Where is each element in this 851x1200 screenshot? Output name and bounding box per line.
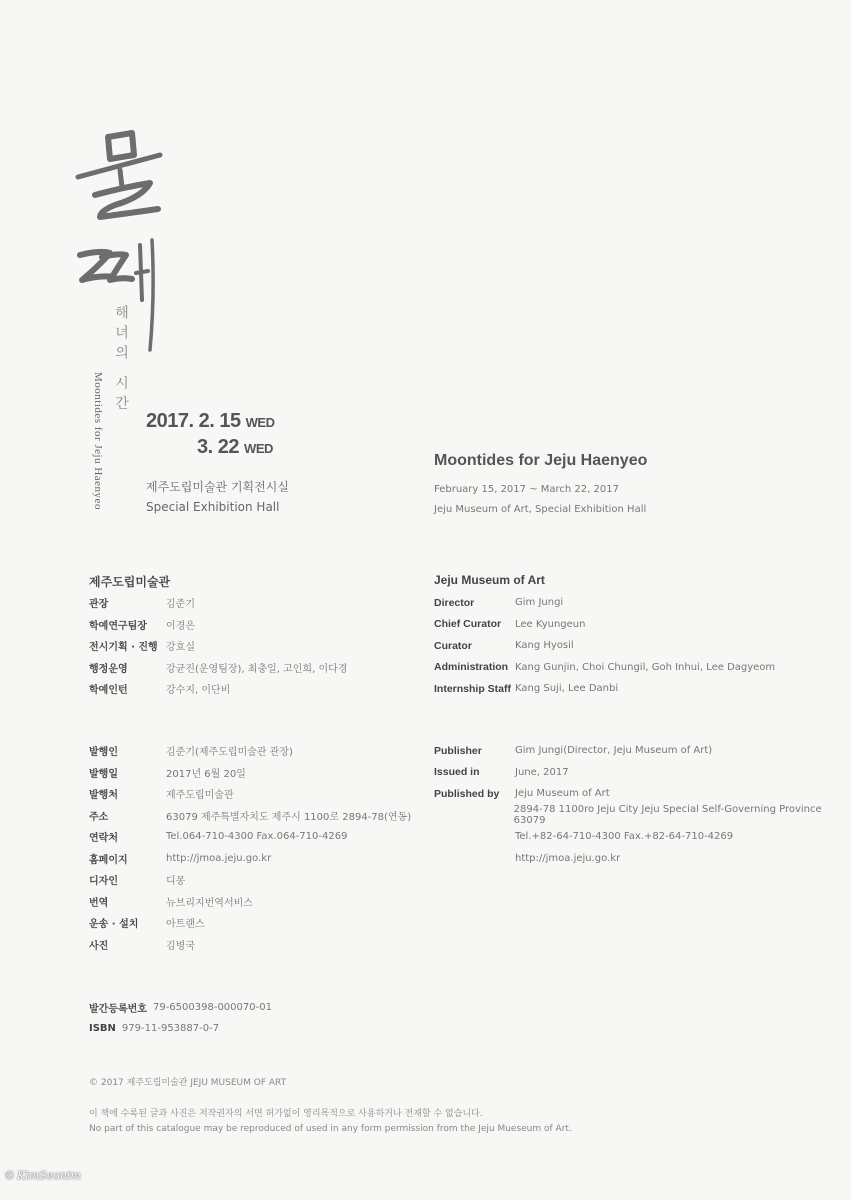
staff-en-row bbox=[434, 614, 775, 636]
staff-en-value: Lee Kyungeun bbox=[515, 618, 586, 630]
pub-kr-label: 운송 · 설치 bbox=[89, 919, 139, 931]
staff-kr-value: 김준기 bbox=[166, 599, 195, 611]
staff-kr-value: 강균진(운영팀장), 최충일, 고인희, 이다경 bbox=[166, 663, 348, 675]
staff-kr-value: 이경은 bbox=[166, 620, 195, 632]
end-day: WED bbox=[244, 441, 273, 456]
pub-en-row bbox=[434, 805, 851, 827]
pub-en-value: 2894-78 1100ro Jeju City Jeju Special Self-Governing Province 63079 bbox=[513, 804, 822, 827]
start-date-text: 2017. 2. 15 bbox=[146, 410, 241, 432]
staff-en-value: Kang Hyosil bbox=[515, 640, 574, 652]
pub-en-value: http://jmoa.jeju.go.kr bbox=[515, 852, 621, 864]
pub-kr-label: 발행일 bbox=[89, 768, 118, 780]
registration-number-row bbox=[89, 997, 272, 1018]
staff-kr-label: 학예인턴 bbox=[89, 685, 128, 697]
english-header bbox=[434, 452, 647, 520]
rights-notice bbox=[89, 1107, 572, 1137]
venue-korean: 제주도립미술관 기획전시실 bbox=[146, 480, 289, 494]
pub-kr-row bbox=[89, 826, 411, 848]
staff-kr-label: 학예연구팀장 bbox=[89, 620, 147, 632]
staff-kr-row bbox=[89, 635, 347, 657]
pub-kr-value: 디몽 bbox=[166, 876, 186, 888]
pub-kr-row bbox=[89, 891, 411, 913]
org-title-korean: 제주도립미술관 bbox=[89, 575, 171, 589]
staff-kr-row bbox=[89, 592, 347, 614]
isbn-value: 979-11-953887-0-7 bbox=[121, 1023, 220, 1034]
publication-info-korean bbox=[89, 740, 411, 955]
staff-en-value: Gim Jungi bbox=[515, 597, 564, 609]
staff-en-value: Kang Gunjin, Choi Chungil, Goh Inhui, Lee Dagyeom bbox=[515, 661, 776, 673]
pub-kr-label: 디자인 bbox=[89, 876, 118, 888]
pub-kr-row bbox=[89, 740, 411, 762]
staff-en-label: Administration bbox=[434, 661, 509, 674]
pub-kr-label: 연락처 bbox=[89, 833, 118, 845]
staff-kr-row bbox=[89, 657, 347, 679]
pub-kr-value: 김준기(제주도립미술관 관장) bbox=[166, 747, 293, 759]
isbn-row bbox=[89, 1018, 272, 1039]
staff-en-row bbox=[434, 592, 775, 614]
staff-en-label: Director bbox=[434, 596, 475, 609]
pub-kr-value: 제주도립미술관 bbox=[166, 790, 234, 802]
pub-en-row bbox=[434, 762, 851, 784]
staff-en-label: Chief Curator bbox=[434, 618, 502, 631]
pub-kr-label: 사진 bbox=[89, 940, 109, 952]
pub-en-label: Published by bbox=[434, 787, 500, 800]
start-date bbox=[146, 410, 275, 433]
pub-kr-label: 발행인 bbox=[89, 747, 118, 759]
pub-en-row bbox=[434, 783, 851, 805]
staff-kr-row bbox=[89, 678, 347, 700]
staff-kr-label: 행정운영 bbox=[89, 663, 128, 675]
staff-en-row bbox=[434, 635, 775, 657]
staff-kr-value: 강효실 bbox=[166, 642, 195, 654]
pub-kr-row bbox=[89, 805, 411, 827]
end-date-text: 3. 22 bbox=[197, 436, 239, 458]
pub-kr-row bbox=[89, 783, 411, 805]
staff-kr-label: 전시기획 · 진행 bbox=[89, 642, 158, 654]
pub-kr-row bbox=[89, 934, 411, 956]
pub-en-label: Issued in bbox=[434, 766, 480, 779]
pub-kr-row bbox=[89, 912, 411, 934]
pub-kr-label: 발행처 bbox=[89, 790, 118, 802]
photographer-watermark bbox=[4, 1169, 81, 1182]
staff-en-value: Kang Suji, Lee Danbi bbox=[515, 683, 619, 695]
copyright-line: © 2017 제주도립미술관 JEJU MUSEUM OF ART bbox=[89, 1078, 287, 1088]
staff-en-label: Internship Staff bbox=[434, 682, 512, 695]
staff-kr-value: 강수지, 이단비 bbox=[166, 685, 231, 697]
registration-number-value: 79-6500398-000070-01 bbox=[152, 1002, 272, 1013]
title-subtitle-english: Moontides for Jeju Haenyeo bbox=[92, 372, 104, 510]
english-dates: February 15, 2017 ~ March 22, 2017 bbox=[434, 484, 619, 495]
staff-en-row bbox=[434, 678, 775, 700]
pub-kr-value: 63079 제주특별자치도 제주시 1100로 2894-78(연동) bbox=[166, 811, 412, 823]
venue-english: Special Exhibition Hall bbox=[146, 500, 280, 514]
english-subinfo bbox=[434, 480, 647, 520]
pub-en-row bbox=[434, 848, 851, 870]
copyright-symbol: © bbox=[4, 1169, 15, 1182]
pub-kr-value: 아트랜스 bbox=[166, 919, 205, 931]
staff-credits-english bbox=[434, 592, 775, 700]
pub-en-value: Gim Jungi(Director, Jeju Museum of Art) bbox=[515, 745, 713, 757]
pub-kr-row bbox=[89, 762, 411, 784]
pub-kr-label: 주소 bbox=[89, 811, 109, 823]
pub-kr-value: 뉴브리지번역서비스 bbox=[166, 897, 253, 909]
staff-en-row bbox=[434, 657, 775, 679]
pub-kr-label: 번역 bbox=[89, 897, 109, 909]
english-place: Jeju Museum of Art, Special Exhibition Hall bbox=[434, 504, 647, 515]
pub-en-row bbox=[434, 826, 851, 848]
org-title-english: Jeju Museum of Art bbox=[434, 573, 545, 587]
start-day: WED bbox=[245, 415, 275, 430]
english-title: Moontides for Jeju Haenyeo bbox=[434, 452, 648, 469]
pub-kr-row bbox=[89, 869, 411, 891]
pub-kr-value: Tel.064-710-4300 Fax.064-710-4269 bbox=[166, 831, 348, 843]
venue bbox=[146, 477, 289, 517]
pub-kr-value: 2017년 6월 20일 bbox=[166, 768, 246, 780]
pub-en-row bbox=[434, 740, 851, 762]
staff-kr-row bbox=[89, 614, 347, 636]
pub-kr-value: 김병국 bbox=[166, 940, 195, 952]
pub-kr-label: 홈페이지 bbox=[89, 854, 128, 866]
pub-en-value: June, 2017 bbox=[515, 766, 569, 778]
pub-kr-row bbox=[89, 848, 411, 870]
title-subtitle-korean: 해녀의 시간 bbox=[113, 305, 129, 416]
rights-notice-english: No part of this catalogue may be reproduced of used in any form permission from the Jeju Mueseum of Art. bbox=[89, 1124, 572, 1134]
staff-kr-label: 관장 bbox=[89, 599, 109, 611]
pub-kr-value: http://jmoa.jeju.go.kr bbox=[166, 852, 272, 864]
pub-en-label: Publisher bbox=[434, 744, 482, 757]
pub-en-value: Tel.+82-64-710-4300 Fax.+82-64-710-4269 bbox=[515, 831, 734, 843]
pub-en-value: Jeju Museum of Art bbox=[515, 788, 610, 800]
staff-en-label: Curator bbox=[434, 639, 472, 652]
staff-credits-korean bbox=[89, 592, 347, 700]
exhibition-dates bbox=[146, 410, 275, 459]
isbn-label: ISBN bbox=[89, 1023, 116, 1034]
end-date bbox=[146, 436, 275, 459]
rights-notice-korean: 이 책에 수록된 글과 사진은 저작권자의 서면 허가없이 영리목적으로 사용하거나 전재할 수 없습니다. bbox=[89, 1109, 483, 1119]
publication-info-english bbox=[434, 740, 851, 869]
registration-info bbox=[89, 997, 272, 1039]
registration-number-label: 발간등록번호 bbox=[89, 1004, 147, 1015]
watermark-text: KimSeonim bbox=[17, 1169, 81, 1182]
